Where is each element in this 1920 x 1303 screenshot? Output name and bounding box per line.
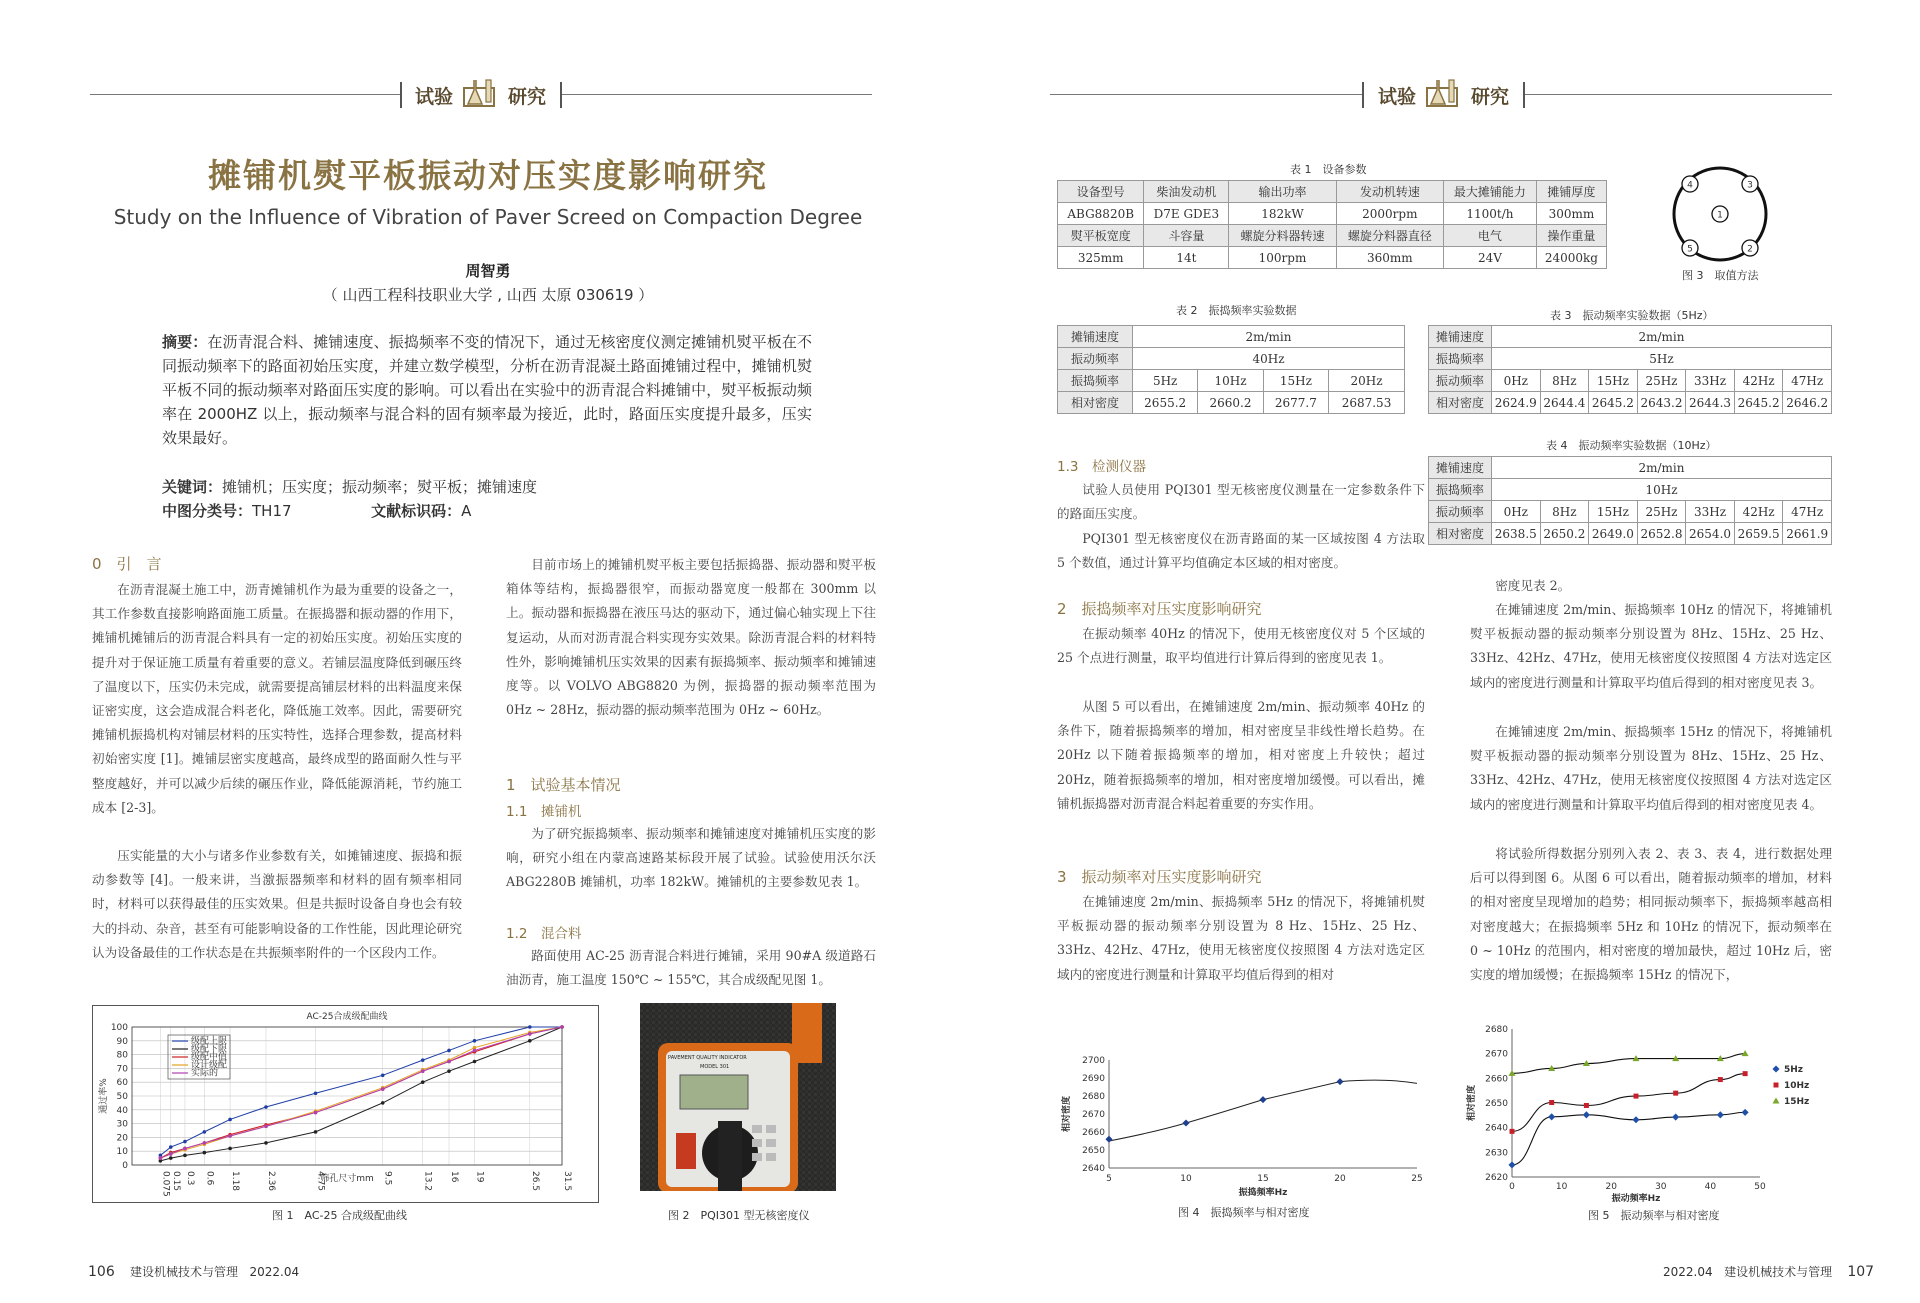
- t2-dens: 2677.7: [1263, 392, 1328, 414]
- right-header-rule: [1050, 94, 1362, 95]
- figure-1-chart: [92, 1005, 597, 1201]
- abstract: [162, 330, 812, 450]
- t1-cell: 300mm: [1536, 203, 1606, 225]
- vibration-paragraph-5: 将试验所得数据分别列入表 2、表 3、表 4，进行数据处理后可以得到图 6。从图 6 可以看出，随着振动频率的增加，材料的相对密度呈现增加的趋势；相同振动频率下，振捣频率越高相对密度越大；在振捣频率 5Hz 和 10Hz 的情况下，振动频率在 0 ~ 10Hz 的范围内，相对密度的增加最快，超过 10Hz 后，密实度的增加缓慢；在振捣频率 15Hz 的情况下，: [1470, 846, 1832, 983]
- fig1-xtick: 0.3: [184, 1171, 195, 1186]
- fig5-xtick: 50: [1754, 1182, 1766, 1192]
- pqi301-device-label: PAVEMENT QUALITY INDICATOR: [668, 1055, 747, 1061]
- fig1-point: [473, 1049, 477, 1053]
- fig4-point: [1182, 1119, 1189, 1126]
- fig1-ytick: 30: [116, 1119, 128, 1130]
- fig5-point: [1510, 1129, 1515, 1134]
- t1-cell: 螺旋分料器转速: [1229, 225, 1336, 247]
- t4-freq-label: 振动频率: [1429, 501, 1492, 523]
- fig5-xtick: 20: [1605, 1182, 1617, 1192]
- t3-freq-label: 振动频率: [1429, 370, 1492, 392]
- table-2: [1057, 325, 1405, 414]
- fig5-series-curve: [1512, 1054, 1745, 1074]
- fig1-point: [560, 1025, 564, 1029]
- fig1-point: [447, 1049, 451, 1053]
- intro-paragraph-1: 在沥青混凝土施工中，沥青摊铺机作为最为重要的设备之一，其工作参数直接影响路面施工质量。在振捣器和振动器的作用下，摊铺机摊铺后的沥青混合料具有一定的初始压实度。初始压实度的提升对于保证施工质量有着重要的意义。若铺层温度降低到碾压终了温度以下，压实仍未完成，就需要提高铺层材料的出料温度来保证密实度，这会造成混合料老化，降低施工效率。因此，需要研究摊铺机振捣机构对铺层材料的压实特性，选择合理参数，提高材料初始密实度 [1]。摊铺层密实度越高，最终成型的路面耐久性与平整度越好，并可以减少后续的碾压作业，降低能源消耗，节约施工成本 [2-3]。: [92, 582, 462, 815]
- fig1-point: [314, 1091, 318, 1095]
- vibration-paragraph-4: 在摊铺速度 2m/min、振捣频率 15Hz 的情况下，将摊铺机熨平板振动器的振动频率分别设置为 8Hz、15Hz、25 Hz、33Hz、42Hz、47Hz，使用无核密度仪按照图 4 方法对选定区域内的密度进行测量和计算取平均值后得到的相对密度见表 4。: [1470, 724, 1832, 812]
- t4-dens: 2638.5: [1492, 523, 1541, 545]
- tamper-paragraph-2: 从图 5 可以看出，在摊铺速度 2m/min、振动频率 40Hz 的条件下，随着振捣频率的增加，相对密度呈非线性增长趋势。在 20Hz 以下随着振捣频率的增加，相对密度上升较快；超过 20Hz，随着振捣频率的增加，相对密度增加缓慢。可以看出，摊铺机振捣器对沥青混合料起着重要的夯实作用。: [1057, 699, 1425, 811]
- fig5-point: [1742, 1050, 1749, 1056]
- fig1-legend-label: 设计级配: [191, 1060, 228, 1071]
- table-4: [1428, 456, 1832, 545]
- intro-paragraph-2: 压实能量的大小与诸多作业参数有关，如摊铺速度、振捣和振动参数等 [4]。一般来讲，当激振器频率和材料的固有频率相同时，材料可以获得最佳的压实效果。但是共振时设备自身也会有较大的抖动、杂音，甚至有可能影响设备的工作性能，因此理论研究认为设备最佳的工作状态是在共振频率附件的一个区段内工作。: [92, 848, 462, 960]
- t1-cell: 电气: [1443, 225, 1536, 247]
- fig1-xtick: 19: [474, 1171, 485, 1183]
- t4-dens: 2649.0: [1589, 523, 1638, 545]
- measure-point-label: 5: [1687, 244, 1693, 255]
- article-subtitle: Study on the Influence of Vibration of Paver Screed on Compaction Degree: [113, 205, 863, 229]
- fig4-xtick: 20: [1334, 1174, 1346, 1184]
- t3-dens: 2644.3: [1686, 392, 1735, 414]
- t4-tamp-label: 振捣频率: [1429, 479, 1492, 501]
- t2-dens: 2687.53: [1329, 392, 1405, 414]
- t1-cell: 柴油发动机: [1144, 181, 1229, 203]
- fig5-point: [1743, 1071, 1748, 1076]
- fig4-xlabel: 振捣频率Hz: [1238, 1188, 1288, 1198]
- left-page-number: 106: [88, 1264, 115, 1280]
- measure-point-label: 3: [1747, 180, 1753, 191]
- fig1-xtick: 0.15: [170, 1171, 181, 1192]
- keywords: [162, 476, 812, 497]
- lab-flask-icon: [1423, 76, 1465, 110]
- fig1-point: [528, 1032, 532, 1036]
- fig1-ytick: 10: [116, 1147, 128, 1158]
- t1-cell: 摊铺厚度: [1536, 181, 1606, 203]
- measure-point-label: 4: [1687, 180, 1693, 191]
- t4-freq: 15Hz: [1589, 501, 1638, 523]
- fig1-point: [447, 1069, 451, 1073]
- fig4-ytick: 2670: [1082, 1110, 1105, 1120]
- table-1-caption: 表 1 设备参数: [1290, 163, 1367, 176]
- t2-dens: 2655.2: [1133, 392, 1198, 414]
- fig1-ytick: 40: [116, 1105, 128, 1116]
- classification: [162, 500, 812, 521]
- t1-cell: 发动机转速: [1336, 181, 1443, 203]
- fig4-xtick: 5: [1106, 1174, 1112, 1184]
- fig5-point: [1632, 1116, 1639, 1123]
- t1-cell: 14t: [1144, 247, 1229, 269]
- fig5-ytick: 2620: [1485, 1173, 1508, 1183]
- tamper-paragraph-1: 在振动频率 40Hz 的情况下，使用无核密度仪对 5 个区域的 25 个点进行测量，取平均值进行计算后得到的密度见表 1。: [1057, 626, 1425, 666]
- t1-cell: 182kW: [1229, 203, 1336, 225]
- fig5-point: [1672, 1114, 1679, 1121]
- fig5-ytick: 2660: [1485, 1074, 1508, 1085]
- t3-freq: 8Hz: [1540, 370, 1589, 392]
- section-0-heading: 0 引 言: [92, 555, 162, 573]
- fig1-ytick: 90: [116, 1036, 128, 1047]
- t4-dens: 2659.5: [1734, 523, 1783, 545]
- t4-freq: 0Hz: [1492, 501, 1541, 523]
- right-header-label-2: 研究: [1471, 86, 1510, 108]
- figure-2-caption: 图 2 PQI301 型无核密度仪: [668, 1209, 810, 1222]
- table-2-caption: 表 2 振捣频率实验数据: [1176, 304, 1297, 317]
- t4-freq: 25Hz: [1637, 501, 1686, 523]
- t2-freq: 5Hz: [1133, 370, 1198, 392]
- t2-freq-label: 振捣频率: [1058, 370, 1133, 392]
- fig5-point: [1634, 1094, 1639, 1099]
- fig1-xtick: 16: [449, 1171, 460, 1183]
- fig1-xtick: 0.075: [160, 1171, 171, 1197]
- fig5-xtick: 40: [1704, 1182, 1717, 1192]
- t2-dens-label: 相对密度: [1058, 392, 1133, 414]
- fig5-xtick: 0: [1509, 1182, 1515, 1192]
- fig1-title: AC-25合成级配曲线: [306, 1012, 388, 1022]
- paver-paragraph: 为了研究振捣频率、振动频率和摊铺速度对摊铺机压实度的影响，研究小组在内蒙高速路某标段开展了试验。试验使用沃尔沃 ABG2280B 摊铺机，功率 182kW。摊铺机的主要参数见表 1。: [506, 826, 876, 890]
- t3-tamp: 5Hz: [1492, 348, 1832, 370]
- t2-vib-label: 振动频率: [1058, 348, 1133, 370]
- figure-5-chart: [1460, 1015, 1832, 1205]
- fig4-xtick: 25: [1411, 1174, 1423, 1184]
- doc-label: 文献标识码：: [371, 502, 462, 520]
- mixture-paragraph: 路面使用 AC-25 沥青混合料进行摊铺，采用 90#A 级道路石油沥青，施工温度 150℃ ~ 155℃，其合成级配见图 1。: [506, 948, 876, 988]
- t1-cell: 325mm: [1058, 247, 1144, 269]
- t3-speed-label: 摊铺速度: [1429, 326, 1492, 348]
- fig5-legend-label: 10Hz: [1784, 1081, 1810, 1091]
- t3-freq: 42Hz: [1734, 370, 1783, 392]
- fig1-ytick: 50: [116, 1092, 128, 1102]
- t4-dens-label: 相对密度: [1429, 523, 1492, 545]
- vibration-paragraph-3: 在摊铺速度 2m/min、振捣频率 10Hz 的情况下，将摊铺机熨平板振动器的振动频率分别设置为 8Hz、15Hz、25 Hz、33Hz、42Hz、47Hz，使用无核密度仪按照图 4 方法对选定区域内的密度进行测量和计算取平均值后得到的相对密度见表 3。: [1470, 602, 1832, 690]
- fig5-legend-label: 15Hz: [1784, 1097, 1810, 1107]
- fig1-point: [421, 1080, 425, 1084]
- fig4-ytick: 2640: [1082, 1164, 1105, 1174]
- affiliation: （ 山西工程科技职业大学 , 山西 太原 030619 ）: [322, 286, 654, 304]
- fig1-xtick: 9.5: [382, 1171, 393, 1186]
- fig1-point: [264, 1125, 268, 1129]
- fig5-point: [1583, 1111, 1590, 1118]
- left-footer: [88, 1263, 299, 1280]
- abstract-label: 摘要：: [162, 333, 208, 351]
- fig1-xlabel: 筛孔尺寸mm: [320, 1174, 374, 1184]
- fig5-xtick: 30: [1655, 1182, 1667, 1192]
- fig5-legend-marker: [1774, 1083, 1779, 1088]
- left-header-tick: [560, 82, 562, 108]
- fig1-point: [473, 1060, 477, 1064]
- t1-cell: 24V: [1443, 247, 1536, 269]
- fig1-point: [228, 1134, 232, 1138]
- fig4-ylabel: 相对密度: [1062, 1095, 1072, 1133]
- t3-freq: 47Hz: [1783, 370, 1832, 392]
- t3-dens: 2645.2: [1734, 392, 1783, 414]
- fig4-xtick: 10: [1180, 1174, 1192, 1184]
- keywords-text: 摊铺机；压实度；振动频率；熨平板；摊铺速度: [222, 478, 538, 496]
- fig1-point: [381, 1101, 385, 1105]
- fig1-point: [169, 1145, 173, 1149]
- section-1-heading: 1 试验基本情况: [506, 776, 621, 794]
- fig1-point: [264, 1105, 268, 1109]
- keywords-label: 关键词：: [162, 478, 223, 496]
- fig4-ytick: 2650: [1082, 1146, 1105, 1156]
- fig1-point: [528, 1025, 532, 1029]
- fig1-point: [183, 1140, 187, 1144]
- t1-cell: 360mm: [1336, 247, 1443, 269]
- t1-cell: 熨平板宽度: [1058, 225, 1144, 247]
- right-footer: [1663, 1263, 1874, 1280]
- t3-dens: 2645.2: [1589, 392, 1638, 414]
- left-header-rule: [562, 94, 872, 95]
- t2-freq: 15Hz: [1263, 370, 1328, 392]
- t3-dens: 2644.4: [1540, 392, 1589, 414]
- t1-cell: 最大摊铺能力: [1443, 181, 1536, 203]
- fig4-curve: [1109, 1080, 1417, 1141]
- section-1-2-heading: 1.2 混合料: [506, 926, 582, 942]
- fig4-ytick: 2700: [1082, 1056, 1105, 1066]
- fig1-xtick: 0.6: [204, 1171, 215, 1186]
- fig4-point: [1105, 1136, 1112, 1143]
- clc-value: TH17: [252, 502, 292, 520]
- fig5-xlabel: 振动频率Hz: [1611, 1194, 1661, 1204]
- fig1-xtick: 4.75: [315, 1171, 326, 1192]
- section-2-heading: 2 振捣频率对压实度影响研究: [1057, 600, 1262, 618]
- fig1-point: [381, 1074, 385, 1078]
- table-3-caption: 表 3 振动频率实验数据（5Hz）: [1550, 309, 1714, 322]
- fig1-point: [264, 1141, 268, 1145]
- fig5-point: [1549, 1100, 1554, 1105]
- right-header-tick: [1362, 82, 1364, 108]
- t4-dens: 2661.9: [1783, 523, 1832, 545]
- fig5-point: [1584, 1103, 1589, 1108]
- fig1-point: [203, 1141, 207, 1145]
- left-header-tick: [400, 82, 402, 108]
- measure-point-label: 2: [1747, 244, 1753, 255]
- pqi301-photo: [640, 1003, 836, 1191]
- fig1-ytick: 0: [122, 1161, 128, 1171]
- t4-speed-label: 摊铺速度: [1429, 457, 1492, 479]
- fig1-xtick: 2.36: [265, 1171, 276, 1192]
- fig4-ytick: 2660: [1082, 1128, 1105, 1138]
- t3-tamp-label: 振捣频率: [1429, 348, 1492, 370]
- t3-speed: 2m/min: [1492, 326, 1832, 348]
- fig5-legend-marker: [1773, 1098, 1780, 1104]
- fig1-point: [421, 1069, 425, 1073]
- fig1-legend-label: 级配下限: [191, 1044, 228, 1055]
- t2-dens: 2660.2: [1198, 392, 1263, 414]
- t4-speed: 2m/min: [1492, 457, 1832, 479]
- t2-vib: 40Hz: [1133, 348, 1405, 370]
- fig1-ytick: 80: [116, 1050, 128, 1061]
- figure-4-caption: 图 4 振捣频率与相对密度: [1178, 1206, 1310, 1219]
- fig1-point: [421, 1058, 425, 1062]
- t1-cell: 螺旋分料器直径: [1336, 225, 1443, 247]
- right-header-label-1: 试验: [1378, 86, 1417, 108]
- fig5-legend-label: 5Hz: [1784, 1065, 1804, 1075]
- fig1-ylabel: 通过率%: [99, 1078, 109, 1114]
- t1-cell: 2000rpm: [1336, 203, 1443, 225]
- fig1-xtick: 1.18: [230, 1171, 241, 1192]
- t1-cell: 1100t/h: [1443, 203, 1536, 225]
- fig1-ytick: 60: [116, 1078, 128, 1089]
- fig4-ytick: 2680: [1082, 1092, 1105, 1102]
- fig1-point: [447, 1060, 451, 1064]
- t3-freq: 15Hz: [1589, 370, 1638, 392]
- t1-cell: D7E GDE3: [1144, 203, 1229, 225]
- t3-freq: 25Hz: [1637, 370, 1686, 392]
- fig1-point: [169, 1156, 173, 1160]
- fig5-ytick: 2650: [1485, 1099, 1508, 1109]
- fig1-point: [314, 1130, 318, 1134]
- fig4-xtick: 15: [1257, 1174, 1269, 1184]
- fig1-point: [228, 1118, 232, 1122]
- fig4-ytick: 2690: [1082, 1074, 1105, 1084]
- fig1-xtick: 26.5: [529, 1171, 540, 1192]
- fig1-point: [528, 1039, 532, 1043]
- fig1-legend-label: 级配上限: [191, 1036, 228, 1047]
- figure-5-caption: 图 5 振动频率与相对密度: [1588, 1209, 1720, 1222]
- left-header-rule: [90, 94, 400, 95]
- fig5-point: [1508, 1161, 1515, 1168]
- t3-dens: 2646.2: [1783, 392, 1832, 414]
- fig5-ytick: 2680: [1485, 1025, 1508, 1035]
- t1-cell: 设备型号: [1058, 181, 1144, 203]
- t1-cell: ABG8820B: [1058, 203, 1144, 225]
- fig5-legend-marker: [1772, 1065, 1779, 1072]
- figure-3-diagram: [1650, 160, 1790, 270]
- abstract-text: 在沥青混合料、摊铺速度、振捣频率不变的情况下，通过无核密度仪测定摊铺机熨平板在不同振动频率下的路面初始压实度，并建立数学模型，分析在沥青混凝土路面摊铺过程中，摊铺机熨平板不同的振动频率对路面压实度的影响。可以看出在实验中的沥青混合料摊铺中，熨平板振动频率在 2000HZ 以上，振动频率与混合料的固有频率最为接近，此时，路面压实度提升最多，压实效果最好。: [162, 333, 812, 447]
- fig1-point: [183, 1154, 187, 1158]
- fig1-legend-label: 级配中值: [191, 1052, 228, 1063]
- t1-cell: 100rpm: [1229, 247, 1336, 269]
- t4-dens: 2652.8: [1637, 523, 1686, 545]
- doc-value: A: [461, 502, 472, 520]
- instrument-paragraph-2: PQI301 型无核密度仪在沥青路面的某一区域按图 4 方法取 5 个数值，通过计算平均值确定本区域的相对密度。: [1057, 531, 1425, 571]
- t1-cell: 24000kg: [1536, 247, 1606, 269]
- figure-3-caption: 图 3 取值方法: [1682, 269, 1759, 282]
- fig1-point: [314, 1111, 318, 1115]
- fig1-ytick: 20: [116, 1133, 128, 1144]
- author: 周智勇: [465, 262, 511, 280]
- left-issue: 2022.04: [249, 1265, 300, 1279]
- fig5-ylabel: 相对密度: [1467, 1084, 1477, 1122]
- pqi301-model-label: MODEL 301: [700, 1064, 730, 1070]
- t4-freq: 8Hz: [1540, 501, 1589, 523]
- fig1-point: [381, 1087, 385, 1091]
- t2-speed: 2m/min: [1133, 326, 1405, 348]
- fig5-point: [1718, 1077, 1723, 1082]
- fig1-point: [169, 1152, 173, 1156]
- table-1: [1057, 180, 1607, 269]
- left-journal: 建设机械技术与管理: [130, 1265, 239, 1279]
- fig1-point: [183, 1147, 187, 1151]
- fig5-point: [1742, 1109, 1749, 1116]
- fig5-series-curve: [1512, 1074, 1745, 1132]
- figure-1-caption: 图 1 AC-25 合成级配曲线: [272, 1209, 407, 1222]
- t3-freq: 33Hz: [1686, 370, 1735, 392]
- fig5-xtick: 10: [1555, 1182, 1568, 1192]
- right-header-tick: [1523, 82, 1525, 108]
- fig4-point: [1259, 1096, 1266, 1103]
- measure-point-label: 1: [1717, 210, 1723, 221]
- fig1-point: [203, 1130, 207, 1134]
- clc-label: 中图分类号：: [162, 502, 253, 520]
- screed-paragraph: 目前市场上的摊铺机熨平板主要包括振捣器、振动器和熨平板箱体等结构，振捣器很窄，而振动器宽度一般都在 300mm 以上。振动器和振捣器在液压马达的驱动下，通过偏心轴实现上下往复运动，从而对沥青混合料实现夯实效果。除沥青混合料的材料特性外，影响摊铺机压实效果的因素有振捣频率、振动频率和摊铺速度等。以 VOLVO ABG8820 为例，振捣器的振动频率范围为 0Hz ~ 28Hz，振动器的振动频率范围为 0Hz ~ 60Hz。: [506, 557, 876, 718]
- fig1-point: [228, 1147, 232, 1151]
- table-3: [1428, 325, 1832, 414]
- t3-dens: 2624.9: [1492, 392, 1541, 414]
- t4-freq: 47Hz: [1783, 501, 1832, 523]
- left-header-label-1: 试验: [415, 86, 454, 108]
- t4-dens: 2650.2: [1540, 523, 1589, 545]
- fig4-point: [1336, 1078, 1343, 1085]
- t4-dens: 2654.0: [1686, 523, 1735, 545]
- fig1-ytick: 100: [110, 1023, 128, 1033]
- fig5-point: [1548, 1113, 1555, 1120]
- t2-freq: 20Hz: [1329, 370, 1405, 392]
- table-4-caption: 表 4 振动频率实验数据（10Hz）: [1546, 439, 1717, 452]
- right-journal: 建设机械技术与管理: [1724, 1265, 1833, 1279]
- fig5-ytick: 2630: [1485, 1148, 1508, 1159]
- fig5-point: [1673, 1091, 1678, 1096]
- t4-freq: 42Hz: [1734, 501, 1783, 523]
- t1-cell: 输出功率: [1229, 181, 1336, 203]
- fig1-xtick: 31.5: [562, 1171, 572, 1192]
- right-issue: 2022.04: [1663, 1265, 1713, 1279]
- t3-freq: 0Hz: [1492, 370, 1541, 392]
- fig1-point: [159, 1156, 163, 1160]
- t1-cell: 操作重量: [1536, 225, 1606, 247]
- fig5-point: [1717, 1111, 1724, 1118]
- t4-freq: 33Hz: [1686, 501, 1735, 523]
- left-header-label-2: 研究: [508, 86, 547, 108]
- vibration-paragraph-1: 在摊铺速度 2m/min、振捣频率 5Hz 的情况下，将摊铺机熨平板振动器的振动频率分别设置为 8 Hz、15Hz、25 Hz、33Hz、42Hz、47Hz，使用无核密度仪按照图 4 方法对选定区域内的密度进行测量和计算取平均值后得到的相对: [1057, 894, 1425, 982]
- right-header-rule: [1525, 94, 1832, 95]
- fig1-xtick: 13.2: [422, 1171, 433, 1192]
- t1-cell: 斗容量: [1144, 225, 1229, 247]
- fig1-legend-label: 实际的: [191, 1068, 219, 1079]
- fig1-point: [473, 1039, 477, 1043]
- instrument-paragraph-1: 试验人员使用 PQI301 型无核密度仪测量在一定参数条件下的路面压实度。: [1057, 482, 1425, 522]
- fig5-ytick: 2670: [1485, 1049, 1508, 1060]
- article-title: 摊铺机熨平板振动对压实度影响研究: [208, 156, 768, 195]
- section-1-1-heading: 1.1 摊铺机: [506, 804, 582, 820]
- t4-tamp: 10Hz: [1492, 479, 1832, 501]
- section-1-3-heading: 1.3 检测仪器: [1057, 459, 1146, 475]
- t3-dens-label: 相对密度: [1429, 392, 1492, 414]
- fig5-series-curve: [1512, 1112, 1745, 1165]
- fig1-point: [203, 1151, 207, 1155]
- vibration-paragraph-2: 密度见表 2。: [1495, 578, 1571, 593]
- fig1-ytick: 70: [116, 1064, 128, 1075]
- t3-dens: 2643.2: [1637, 392, 1686, 414]
- t2-speed-label: 摊铺速度: [1058, 326, 1133, 348]
- t2-freq: 10Hz: [1198, 370, 1263, 392]
- section-3-heading: 3 振动频率对压实度影响研究: [1057, 868, 1262, 886]
- figure-4-chart: [1057, 1040, 1427, 1200]
- fig5-ytick: 2640: [1485, 1123, 1508, 1134]
- lab-flask-icon: [460, 76, 502, 110]
- right-page-number: 107: [1847, 1264, 1875, 1280]
